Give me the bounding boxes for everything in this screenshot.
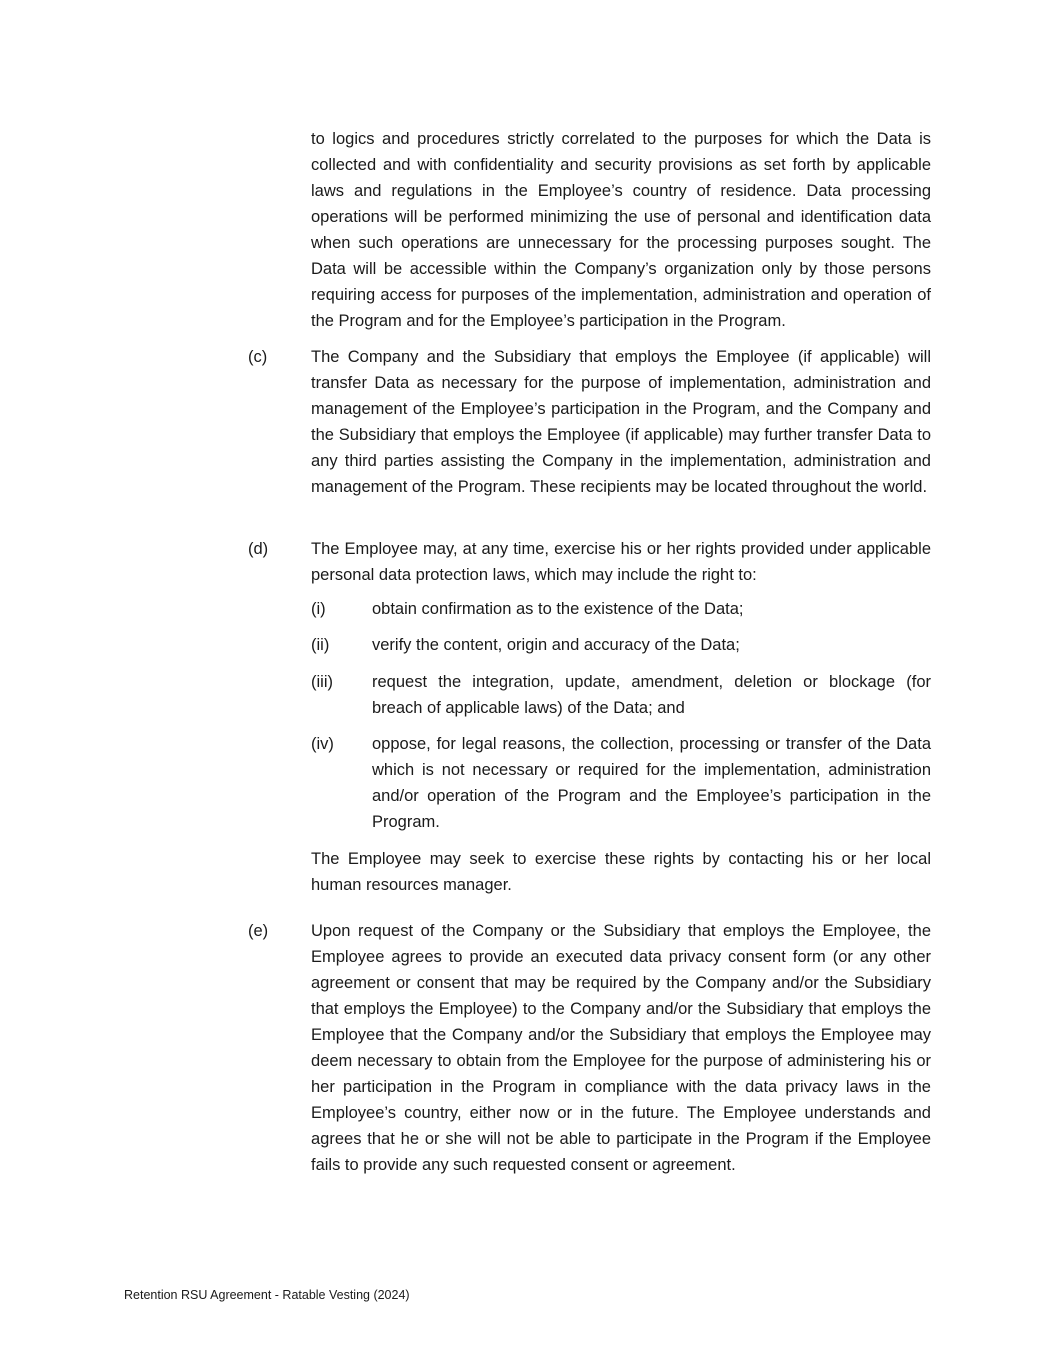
subitem-iv-label: (iv) (311, 735, 334, 753)
section-d-closing-text: The Employee may seek to exercise these rights by contacting his or her local human resources manager. (311, 850, 931, 894)
section-d-text: The Employee may, at any time, exercise his or her rights provided under applicable personal data protection laws, which may include the right to: (311, 540, 931, 584)
continuation-paragraph: to logics and procedures strictly correlated to the purposes for which the Data is collected and with confidentiality and security provisions as set forth by applicable laws and regulations in the Employee’s country of residence. Data processing operations will be performed minimizing the use of personal and identification data when such operations are unnecessary for the processing purposes sought. The Data will be accessible within the Company’s organization only by those persons requiring access for purposes of the implementation, administration and operation of the Program and for the Employee’s participation in the Program. (311, 130, 931, 330)
subitem-iii-text: request the integration, update, amendment, deletion or blockage (for breach of applicable laws) of the Data; and (372, 673, 931, 717)
subitem-iii-label: (iii) (311, 673, 333, 691)
section-e-label: (e) (248, 922, 269, 940)
section-d-label: (d) (248, 540, 269, 558)
page-footer: Retention RSU Agreement - Ratable Vesting (2024) (124, 1288, 410, 1302)
section-c-text: The Company and the Subsidiary that employs the Employee (if applicable) will transfer Data as necessary for the purpose of implementation, administration and management of the Employee’s participation in the Program, and the Company and the Subsidiary that employs the Employee (if applicable) may further transfer Data to any third parties assisting the Company in the implementation, administration and management of the Program. These recipients may be located throughout the world. (311, 348, 931, 496)
section-e-text: Upon request of the Company or the Subsidiary that employs the Employee, the Employee agrees to provide an executed data privacy consent form (or any other agreement or consent that may be required by the Company and/or the Subsidiary that employs the Employee) to the Company and/or the Subsidiary that employs the Employee that the Company and/or the Subsidiary that employs the Employee may deem necessary to obtain from the Employee for the purpose of administering his or her participation in the Program in compliance with the data privacy laws in the Employee’s country, either now or in the future. The Employee understands and agrees that he or she will not be able to participate in the Program if the Employee fails to provide any such requested consent or agreement. (311, 922, 931, 1174)
subitem-ii-label: (ii) (311, 636, 330, 654)
subitem-i-text: obtain confirmation as to the existence of the Data; (372, 600, 744, 618)
section-c-label: (c) (248, 348, 268, 366)
subitem-iv-text: oppose, for legal reasons, the collection, processing or transfer of the Data which is not necessary or required for the implementation, administration and/or operation of the Program and the Employee’s participation in the Program. (372, 735, 931, 831)
subitem-ii-text: verify the content, origin and accuracy of the Data; (372, 636, 740, 654)
subitem-i-label: (i) (311, 600, 326, 618)
